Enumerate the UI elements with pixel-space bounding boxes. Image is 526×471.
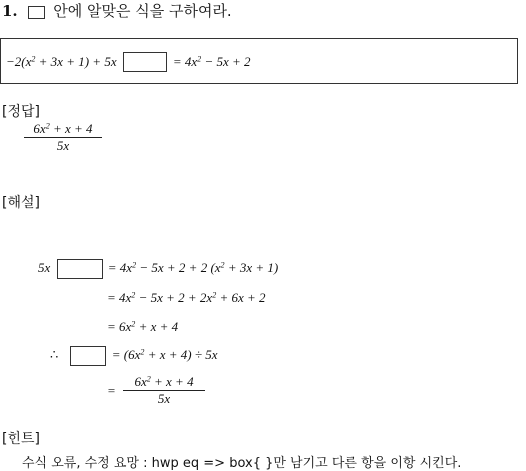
equation-blank-box [123,52,167,72]
equation-left: $-2(x^2 + 3x + 1) + 5x$ [6,53,117,69]
explanation-line-4: ∴ = $(6x^2 + x + 4) \div 5x$ [50,346,218,366]
hint-text: 수식 오류, 수정 요망 : hwp eq => box{ }만 남기고 다른 항을 이항 시킨다. [22,456,462,471]
problem-equation [6,52,251,72]
hint-label: [힌트] [2,431,40,447]
explanation-blank-box-1 [57,259,103,279]
problem-header [2,0,232,21]
explanation-line-2: = $4x^2 - 5x + 2 + 2x^2 + 6x + 2$ [107,290,266,305]
explanation-line-1: $5x = 4x^2 - 5x + 2 + 2$ $(x^2 + 3x + 1)$ [38,259,278,279]
answer-label: [정답] [2,104,40,120]
explanation-line-5: = $\frac{6x^2 + x + 4}{5x}$ [107,374,205,408]
explanation-label: [해설] [2,195,40,211]
explanation-line-3: = $6x^2 + x + 4$ [107,319,179,334]
answer-blank-box [28,6,45,19]
answer-denominator: 5x [56,138,70,154]
equation-right: = $4x^2 - 5x + 2$ [172,53,251,69]
problem-instruction: 안에 알맞은 식을 구하여라. [53,2,232,20]
problem-number: 1. [2,2,18,20]
explanation-denominator: 5x [157,391,171,407]
explanation-blank-box-2 [70,346,106,366]
explanation-numerator: $6x^2 + x + 4$ [123,374,205,391]
therefore-symbol: ∴ [50,346,59,362]
answer-numerator: $6x^2 + x + 4$ [24,121,102,138]
answer-fraction [24,121,102,155]
